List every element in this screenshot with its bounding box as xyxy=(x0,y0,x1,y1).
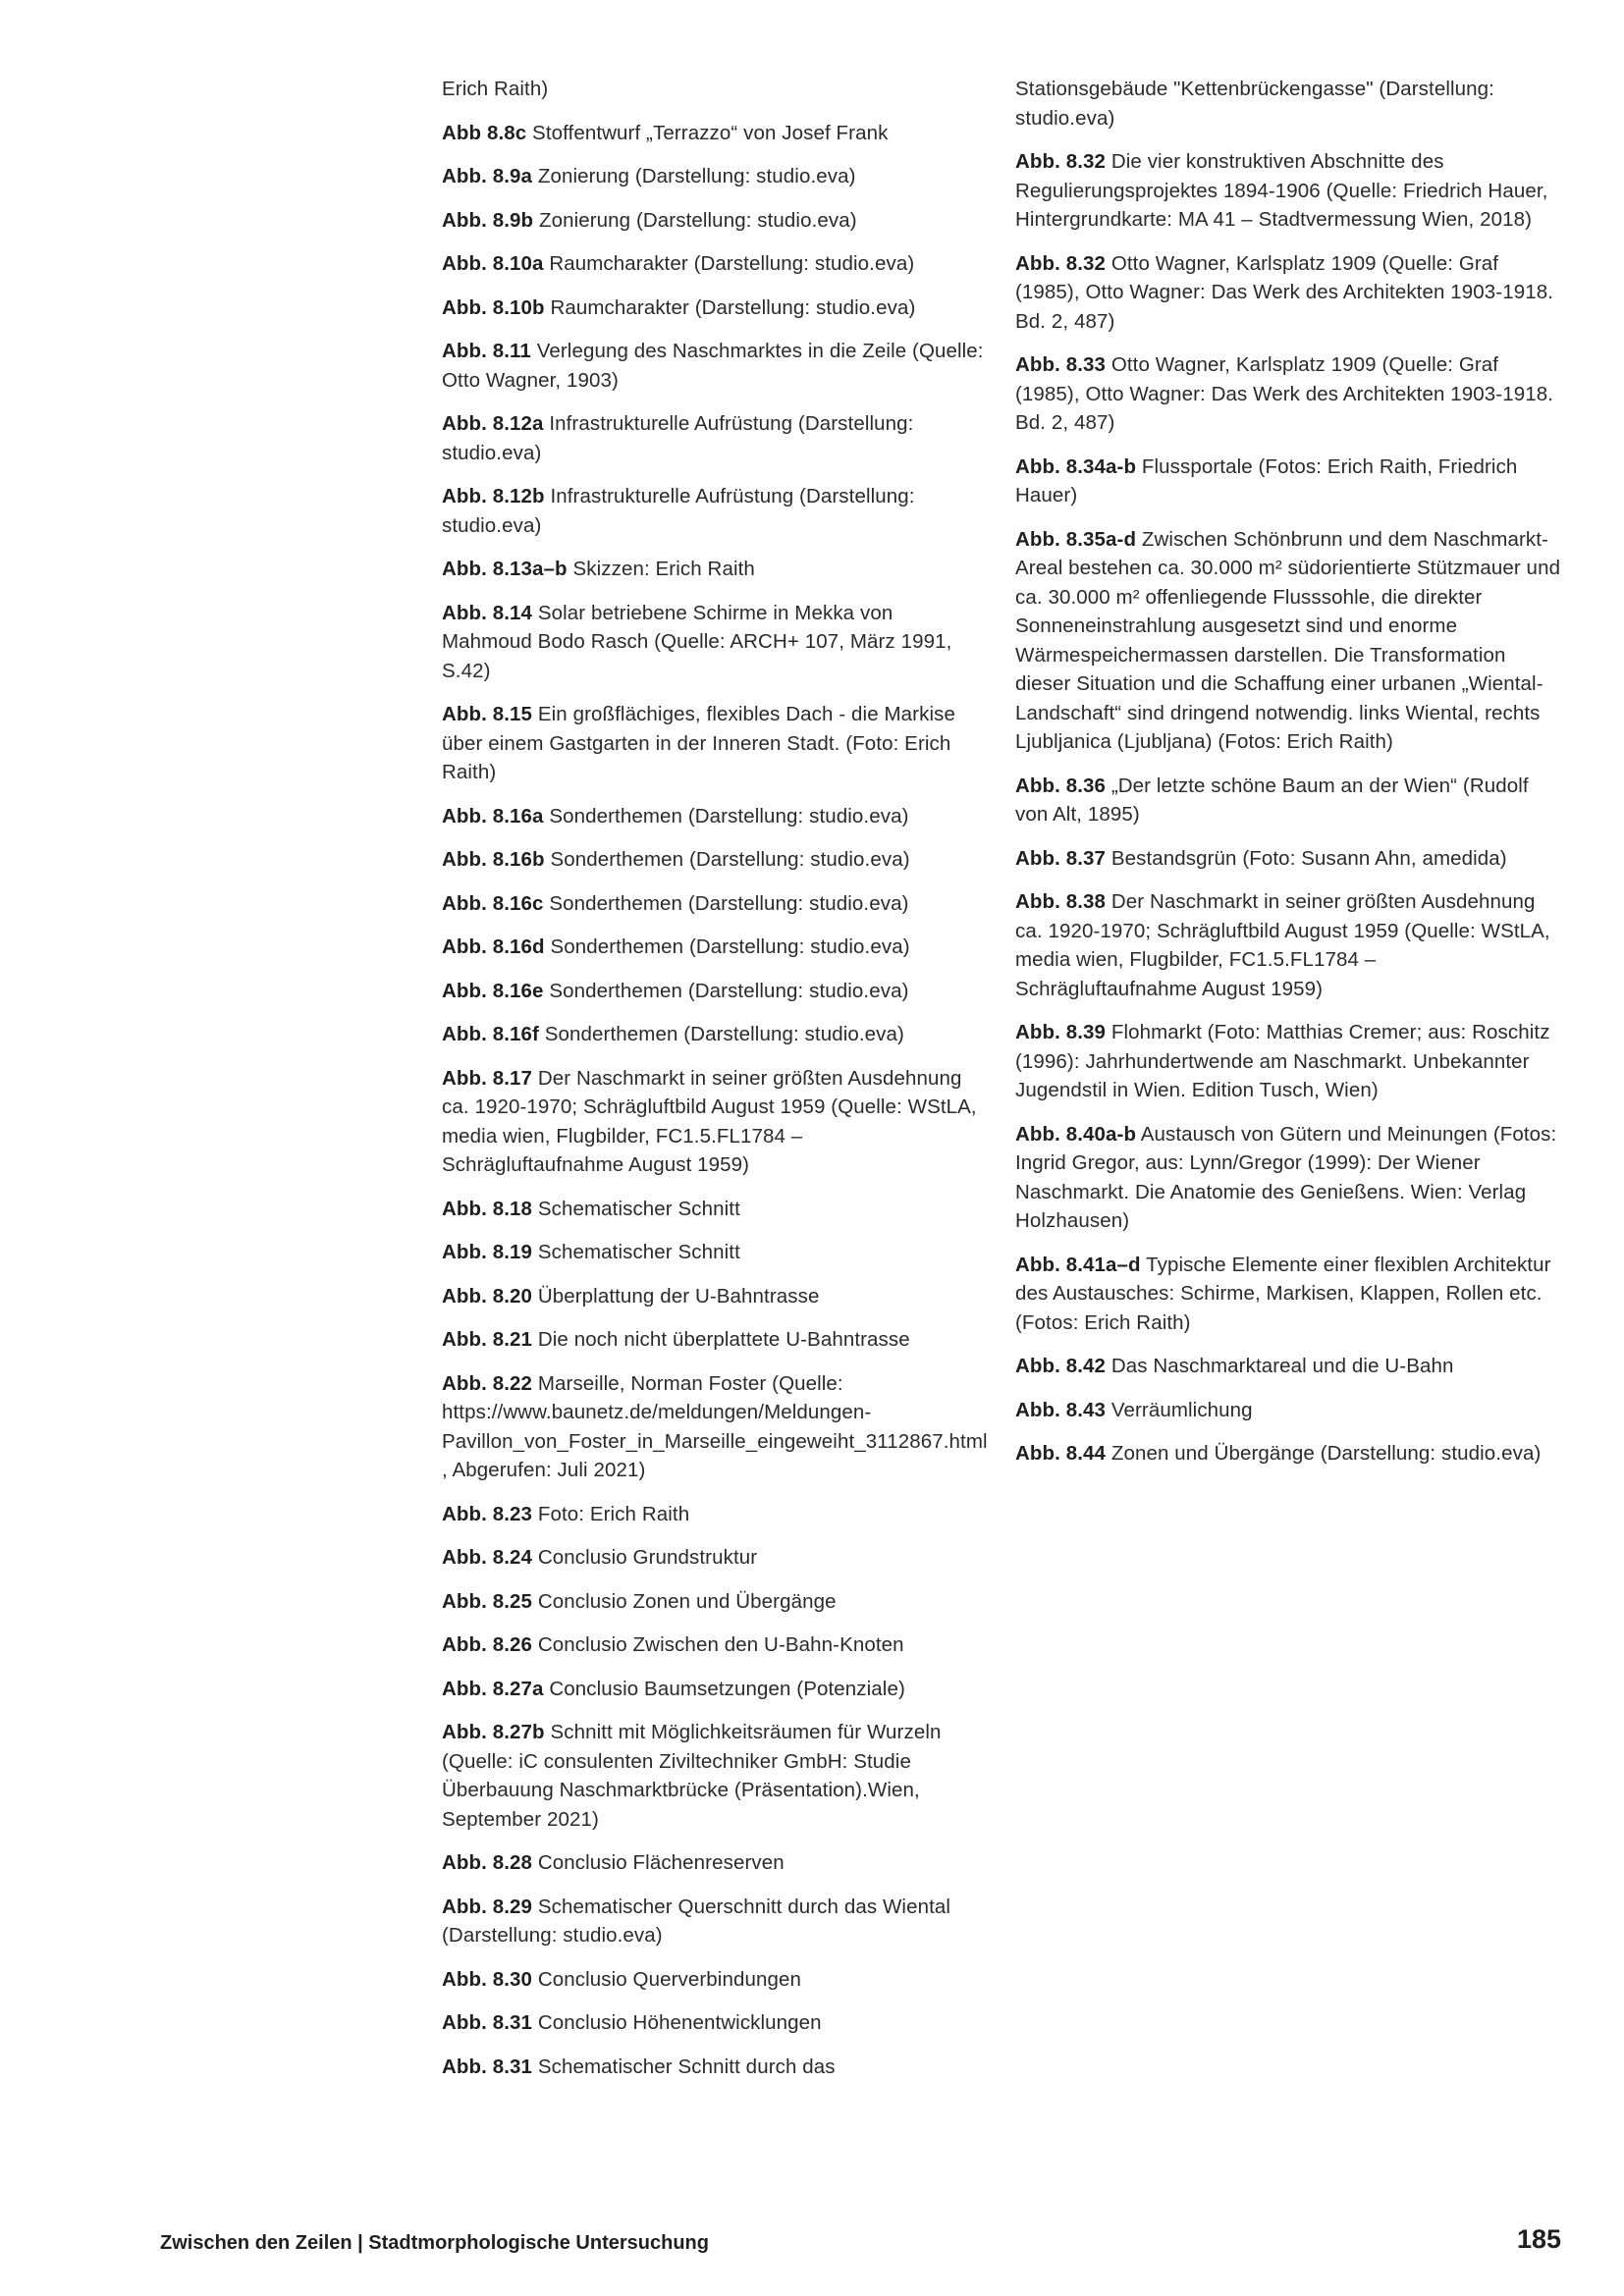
figure-caption-entry xyxy=(1015,75,1561,133)
figure-label: Abb. 8.23 xyxy=(442,1502,533,1525)
figure-caption-text: Verräumlichung xyxy=(1106,1398,1253,1421)
figure-label: Abb. 8.20 xyxy=(442,1284,533,1308)
figure-caption-text: Zwischen Schönbrunn und dem Naschmarkt-Areal bestehen ca. 30.000 m² südorientierte Stützmauer und ca. 30.000 m² offenliegende Flusssohle, die direkter Sonneneinstrahlung ausgesetzt sind und enorme Wärmespeichermassen darstellen. Die Transformation dieser Situation und die Schaffung einer urbanen „Wiental-Landschaft“ sind dringend notwendig. links Wiental, rechts Ljubljanica (Ljubljana) (Fotos: Erich Raith) xyxy=(1015,527,1561,753)
figure-caption-text: Infrastrukturelle Aufrüstung (Darstellung: studio.eva) xyxy=(442,485,915,537)
figure-label: Abb. 8.37 xyxy=(1015,846,1107,870)
figure-caption-text: Sonderthemen (Darstellung: studio.eva) xyxy=(544,935,910,958)
figure-label: Abb. 8.11 xyxy=(442,340,531,362)
figure-caption-entry xyxy=(1015,1120,1561,1236)
figure-label: Abb. 8.36 xyxy=(1015,774,1107,797)
figure-caption-entry xyxy=(442,555,984,584)
figure-caption-text: „Der letzte schöne Baum an der Wien“ (Rudolf von Alt, 1895) xyxy=(1015,774,1529,826)
figure-caption-entry xyxy=(1015,887,1561,1003)
figure-caption-entry xyxy=(442,119,984,148)
figure-caption-entry xyxy=(442,1238,984,1267)
figure-caption-entry xyxy=(442,977,984,1006)
figure-caption-entry xyxy=(442,845,984,875)
figure-label: Abb. 8.15 xyxy=(442,703,533,725)
figure-caption-text: Stoffentwurf „Terrazzo“ von Josef Frank xyxy=(526,121,889,144)
figure-caption-entry xyxy=(1015,1352,1561,1381)
figure-caption-text: Conclusio Flächenreserven xyxy=(532,1851,785,1874)
figure-caption-text: Raumcharakter (Darstellung: studio.eva) xyxy=(543,252,915,275)
figure-label: Abb. 8.18 xyxy=(442,1197,533,1220)
figure-list-left-column xyxy=(442,75,988,2096)
figure-caption-entry xyxy=(1015,1251,1561,1338)
figure-caption-entry xyxy=(442,1020,984,1049)
figure-caption-entry xyxy=(1015,1439,1561,1468)
figure-caption-text: Raumcharakter (Darstellung: studio.eva) xyxy=(544,295,916,319)
figure-caption-text: Sonderthemen (Darstellung: studio.eva) xyxy=(543,804,909,828)
figure-caption-text: Otto Wagner, Karlsplatz 1909 (Quelle: Graf (1985), Otto Wagner: Das Werk des Architekten 1903-1918. Bd. 2, 487) xyxy=(1015,353,1553,434)
figure-caption-entry xyxy=(1015,1018,1561,1105)
figure-label: Abb. 8.12a xyxy=(442,412,544,435)
figure-caption-text: Schematischer Schnitt xyxy=(532,1197,740,1220)
figure-caption-text: Skizzen: Erich Raith xyxy=(567,558,755,580)
figure-caption-entry xyxy=(442,700,984,787)
figure-caption-entry xyxy=(442,1500,984,1529)
figure-caption-entry xyxy=(442,933,984,962)
page-number: 185 xyxy=(1516,2224,1561,2254)
figure-caption-text: Verlegung des Naschmarktes in die Zeile (Quelle: Otto Wagner, 1903) xyxy=(442,340,984,392)
figure-label: Abb. 8.16a xyxy=(442,804,544,828)
figure-caption-text: Sonderthemen (Darstellung: studio.eva) xyxy=(543,891,909,915)
figure-caption-text: Otto Wagner, Karlsplatz 1909 (Quelle: Graf (1985), Otto Wagner: Das Werk des Architekten 1903-1918. Bd. 2, 487) xyxy=(1015,251,1553,333)
figure-caption-entry xyxy=(1015,772,1561,829)
figure-label: Abb. 8.16f xyxy=(442,1023,539,1045)
figure-caption-entry xyxy=(442,1325,984,1355)
figure-caption-text: Foto: Erich Raith xyxy=(532,1502,690,1525)
figure-label: Abb. 8.9b xyxy=(442,208,534,232)
figure-caption-entry xyxy=(442,2053,984,2082)
figure-caption-text: Erich Raith) xyxy=(442,78,549,100)
figure-caption-entry xyxy=(1015,1396,1561,1425)
figure-caption-entry xyxy=(442,294,984,323)
figure-caption-entry xyxy=(442,1718,984,1834)
figure-caption-text: Die noch nicht überplattete U-Bahntrasse xyxy=(532,1328,910,1351)
figure-label: Abb. 8.34a-b xyxy=(1015,454,1137,478)
figure-label: Abb. 8.32 xyxy=(1015,150,1107,173)
figure-label: Abb. 8.21 xyxy=(442,1328,533,1351)
figure-label: Abb. 8.10a xyxy=(442,252,544,275)
figure-label: Abb 8.8c xyxy=(442,121,527,144)
figure-caption-text: Das Naschmarktareal und die U-Bahn xyxy=(1106,1355,1454,1377)
figure-caption-text: Conclusio Grundstruktur xyxy=(532,1546,758,1569)
figure-caption-entry xyxy=(1015,147,1561,235)
figure-caption-entry xyxy=(442,1195,984,1224)
figure-caption-entry xyxy=(442,1543,984,1573)
figure-label: Abb. 8.14 xyxy=(442,601,533,624)
footer-title: Zwischen den Zeilen | Stadtmorphologische Untersuchung xyxy=(160,2232,709,2254)
figure-label: Abb. 8.16c xyxy=(442,891,544,915)
figure-label: Abb. 8.12b xyxy=(442,485,545,507)
figure-caption-entry xyxy=(442,409,984,467)
figure-caption-text: Schematischer Schnitt durch das xyxy=(532,2055,836,2078)
figure-caption-text: Typische Elemente einer flexiblen Architektur des Austausches: Schirme, Markisen, Klappen, Rollen etc. (Fotos: Erich Raith) xyxy=(1015,1253,1551,1334)
figure-caption-text: Conclusio Zwischen den U-Bahn-Knoten xyxy=(532,1633,904,1656)
figure-caption-text: Flussportale (Fotos: Erich Raith, Friedrich Hauer) xyxy=(1015,454,1518,507)
figure-caption-text: Zonen und Übergänge (Darstellung: studio.eva) xyxy=(1106,1442,1542,1465)
figure-caption-text: Flohmarkt (Foto: Matthias Cremer; aus: Roschitz (1996): Jahrhundertwende am Naschmarkt. Unbekannter Jugendstil in Wien. Edition Tusch, Wien) xyxy=(1015,1021,1550,1101)
figure-caption-text: Überplattung der U-Bahntrasse xyxy=(532,1284,820,1308)
figure-caption-entry xyxy=(442,1587,984,1617)
figure-caption-text: Solar betriebene Schirme in Mekka von Mahmoud Bodo Rasch (Quelle: ARCH+ 107, März 1991, S.42) xyxy=(442,601,952,682)
figure-label: Abb. 8.29 xyxy=(442,1895,533,1918)
figure-label: Abb. 8.13a–b xyxy=(442,558,568,580)
figure-caption-text: Schematischer Schnitt xyxy=(532,1241,740,1263)
figure-label: Abb. 8.19 xyxy=(442,1241,533,1263)
figure-caption-entry xyxy=(1015,249,1561,337)
figure-caption-text: Marseille, Norman Foster (Quelle: https://www.baunetz.de/meldungen/Meldungen-Pavillon_von_Foster_in_Marseille_eingeweiht_3112867.html , Abgerufen: Juli 2021) xyxy=(442,1371,988,1481)
figure-label: Abb. 8.39 xyxy=(1015,1021,1107,1043)
figure-label: Abb. 8.38 xyxy=(1015,890,1107,913)
figure-label: Abb. 8.35a-d xyxy=(1015,527,1137,551)
figure-caption-entry xyxy=(442,337,984,395)
figure-caption-text: Zonierung (Darstellung: studio.eva) xyxy=(532,165,856,187)
figure-caption-entry xyxy=(442,2008,984,2038)
figure-caption-entry xyxy=(442,206,984,236)
figure-caption-entry xyxy=(442,1675,984,1704)
figure-label: Abb. 8.24 xyxy=(442,1546,533,1569)
figure-label: Abb. 8.31 xyxy=(442,2055,533,2078)
figure-caption-entry xyxy=(442,162,984,191)
figure-caption-text: Conclusio Höhenentwicklungen xyxy=(532,2011,822,2034)
figure-caption-entry xyxy=(442,249,984,279)
figure-label: Abb. 8.41a–d xyxy=(1015,1253,1141,1276)
figure-list-right-column xyxy=(1015,75,1561,1483)
figure-caption-text: Ein großflächiges, flexibles Dach - die Markise über einem Gastgarten in der Inneren Stadt. (Foto: Erich Raith) xyxy=(442,703,955,783)
figure-label: Abb. 8.44 xyxy=(1015,1442,1107,1465)
figure-label: Abb. 8.26 xyxy=(442,1633,533,1656)
figure-caption-entry xyxy=(1015,525,1561,757)
figure-caption-text: Die vier konstruktiven Abschnitte des Regulierungsprojektes 1894-1906 (Quelle: Friedrich Hauer, Hintergrundkarte: MA 41 – Stadtvermessung Wien, 2018) xyxy=(1015,150,1548,231)
figure-label: Abb. 8.42 xyxy=(1015,1355,1107,1377)
figure-caption-text: Infrastrukturelle Aufrüstung (Darstellung: studio.eva) xyxy=(442,412,914,464)
figure-caption-text: Conclusio Baumsetzungen (Potenziale) xyxy=(543,1677,905,1700)
figure-label: Abb. 8.10b xyxy=(442,295,545,319)
figure-label: Abb. 8.31 xyxy=(442,2011,533,2034)
figure-caption-entry xyxy=(442,889,984,919)
figure-caption-text: Austausch von Gütern und Meinungen (Fotos: Ingrid Gregor, aus: Lynn/Gregor (1999): Der Wiener Naschmarkt. Die Anatomie des Genießens. Wien: Verlag Holzhausen) xyxy=(1015,1122,1557,1232)
figure-caption-text: Sonderthemen (Darstellung: studio.eva) xyxy=(544,848,910,871)
figure-label: Abb. 8.16d xyxy=(442,935,545,958)
figure-caption-entry xyxy=(442,1369,988,1485)
figure-label: Abb. 8.43 xyxy=(1015,1398,1107,1421)
figure-label: Abb. 8.32 xyxy=(1015,251,1107,275)
figure-caption-entry xyxy=(442,1848,984,1878)
figure-caption-text: Bestandsgrün (Foto: Susann Ahn, amedida) xyxy=(1106,846,1507,870)
figure-label: Abb. 8.40a-b xyxy=(1015,1122,1137,1146)
figure-caption-entry xyxy=(442,802,984,831)
figure-caption-text: Stationsgebäude "Kettenbrückengasse" (Darstellung: studio.eva) xyxy=(1015,78,1494,130)
figure-caption-entry xyxy=(442,1893,984,1950)
figure-label: Abb. 8.17 xyxy=(442,1066,533,1090)
figure-caption-entry xyxy=(442,75,984,104)
figure-caption-entry xyxy=(442,1630,984,1660)
figure-caption-text: Der Naschmarkt in seiner größten Ausdehnung ca. 1920-1970; Schrägluftbild August 1959 (Quelle: WStLA, media wien, Flugbilder, FC1.5.FL1784 – Schrägluftaufnahme August 1959) xyxy=(1015,890,1550,1000)
figure-caption-entry xyxy=(1015,844,1561,874)
figure-caption-text: Der Naschmarkt in seiner größten Ausdehnung ca. 1920-1970; Schrägluftbild August 1959 (Quelle: WStLA, media wien, Flugbilder, FC1.5.FL1784 – Schrägluftaufnahme August 1959) xyxy=(442,1066,977,1176)
figure-label: Abb. 8.9a xyxy=(442,165,533,187)
figure-label: Abb. 8.16b xyxy=(442,848,545,871)
figure-caption-entry xyxy=(1015,350,1561,438)
figure-caption-text: Conclusio Zonen und Übergänge xyxy=(532,1589,837,1613)
figure-caption-text: Conclusio Querverbindungen xyxy=(532,1967,801,1991)
figure-caption-entry xyxy=(442,599,984,686)
figure-caption-entry xyxy=(442,1064,984,1180)
figure-caption-entry xyxy=(442,1965,984,1995)
figure-label: Abb. 8.16e xyxy=(442,979,544,1002)
figure-caption-text: Schnitt mit Möglichkeitsräumen für Wurzeln (Quelle: iC consulenten Ziviltechniker GmbH: Studie Überbauung Naschmarktbrücke (Präsentation).Wien, September 2021) xyxy=(442,1721,942,1831)
figure-label: Abb. 8.25 xyxy=(442,1589,533,1613)
figure-label: Abb. 8.33 xyxy=(1015,353,1107,376)
figure-caption-text: Schematischer Querschnitt durch das Wiental (Darstellung: studio.eva) xyxy=(442,1895,951,1947)
figure-caption-text: Sonderthemen (Darstellung: studio.eva) xyxy=(538,1023,904,1045)
figure-caption-entry xyxy=(442,1282,984,1311)
figure-label: Abb. 8.30 xyxy=(442,1967,533,1991)
figure-caption-entry xyxy=(442,482,984,540)
figure-label: Abb. 8.22 xyxy=(442,1371,533,1395)
figure-caption-entry xyxy=(1015,453,1561,510)
figure-label: Abb. 8.28 xyxy=(442,1851,533,1874)
figure-caption-text: Sonderthemen (Darstellung: studio.eva) xyxy=(543,979,909,1002)
figure-label: Abb. 8.27a xyxy=(442,1677,544,1700)
figure-label: Abb. 8.27b xyxy=(442,1721,545,1743)
figure-caption-text: Zonierung (Darstellung: studio.eva) xyxy=(533,208,857,232)
